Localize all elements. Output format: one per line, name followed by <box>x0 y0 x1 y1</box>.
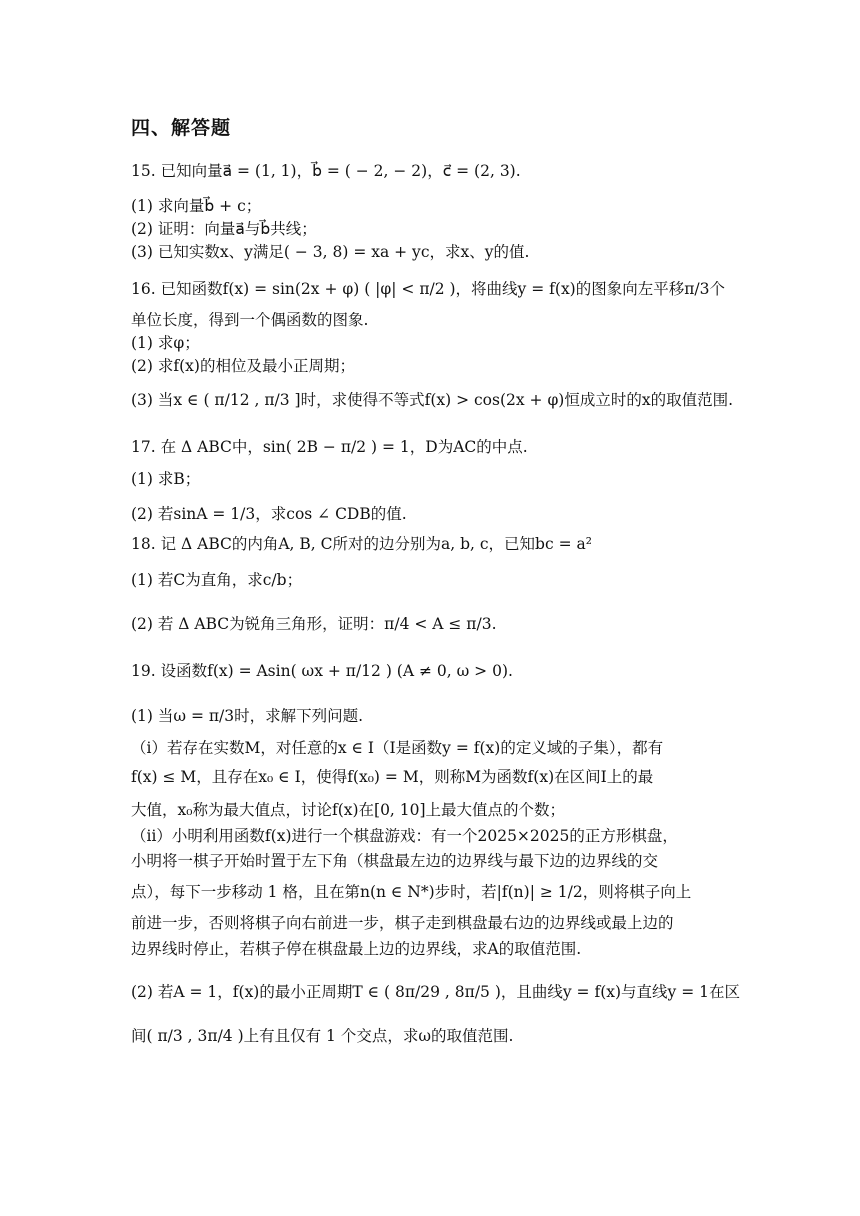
q18-line-2: (1) 若C为直角，求c/b； <box>131 571 303 589</box>
q19-line-3: （ⅰ）若存在实数M，对任意的x ∈ I（I是函数y = f(x)的定义域的子集），都有 <box>131 739 664 757</box>
q19-line-9: 前进一步，否则将棋子向右前进一步，棋子走到棋盘最右边的边界线或最上边的 <box>131 914 674 932</box>
q19-line-8: 点），每下一步移动 1 格，且在第n(n ∈ N*)步时，若|f(n)| ≥ 1/2，则将棋子向上 <box>131 883 692 901</box>
q18-line-1: 18. 记 Δ ABC的内角A, B, C所对的边分别为a, b, c，已知bc = a² <box>131 535 592 553</box>
q18-line-3: (2) 若 Δ ABC为锐角三角形，证明：π/4 < A ≤ π/3. <box>131 615 497 633</box>
q16-line-3: (1) 求φ； <box>131 334 200 352</box>
q17-line-3: (2) 若sinA = 1/3，求cos ∠ CDB的值. <box>131 505 407 523</box>
q17-line-1: 17. 在 Δ ABC中，sin( 2B − π/2 ) = 1，D为AC的中点. <box>131 438 528 456</box>
q19-line-7: 小明将一棋子开始时置于左下角（棋盘最左边的边界线与最下边的边界线的交 <box>131 852 659 870</box>
q19-line-10: 边界线时停止，若棋子停在棋盘最上边的边界线，求A的取值范围. <box>131 940 582 958</box>
q16-line-5: (3) 当x ∈ ( π/12 , π/3 ]时，求使得不等式f(x) > cos(2x + φ)恒成立时的x的取值范围. <box>131 391 734 409</box>
q16-line-4: (2) 求f(x)的相位及最小正周期； <box>131 357 355 375</box>
q16-line-1: 16. 已知函数f(x) = sin(2x + φ) ( |φ| < π/2 )，将曲线y = f(x)的图象向左平移π/3个 <box>131 280 726 298</box>
q19-line-4: f(x) ≤ M，且存在x₀ ∈ I，使得f(x₀) = M，则称M为函数f(x)在区间I上的最 <box>131 768 654 786</box>
q17-line-2: (1) 求B； <box>131 470 201 488</box>
q19-line-5: 大值，x₀称为最大值点，讨论f(x)在[0, 10]上最大值点的个数； <box>131 801 566 819</box>
q15-line-1: 15. 已知向量a⃗ = (1, 1)，b⃗ = ( − 2, − 2)，c⃗ = (2, 3). <box>131 162 521 180</box>
q15-line-3: (2) 证明：向量a⃗与b⃗共线； <box>131 220 317 238</box>
q19-line-6: （ⅱ）小明利用函数f(x)进行一个棋盘游戏：有一个2025×2025的正方形棋盘， <box>131 827 678 845</box>
q16-line-2: 单位长度，得到一个偶函数的图象. <box>131 311 369 329</box>
q19-line-2: (1) 当ω = π/3时，求解下列问题. <box>131 707 364 725</box>
q15-line-2: (1) 求向量b⃗ + c； <box>131 197 262 215</box>
q19-line-11: (2) 若A = 1，f(x)的最小正周期T ∈ ( 8π/29 , 8π/5 )，且曲线y = f(x)与直线y = 1在区 <box>131 983 741 1001</box>
q15-line-4: (3) 已知实数x、y满足( − 3, 8) = xa + yc，求x、y的值. <box>131 243 530 261</box>
q19-line-12: 间( π/3 , 3π/4 )上有且仅有 1 个交点，求ω的取值范围. <box>131 1027 514 1045</box>
q19-line-1: 19. 设函数f(x) = Asin( ωx + π/12 ) (A ≠ 0, ω > 0). <box>131 662 513 680</box>
section-heading: 四、解答题 <box>131 117 232 139</box>
